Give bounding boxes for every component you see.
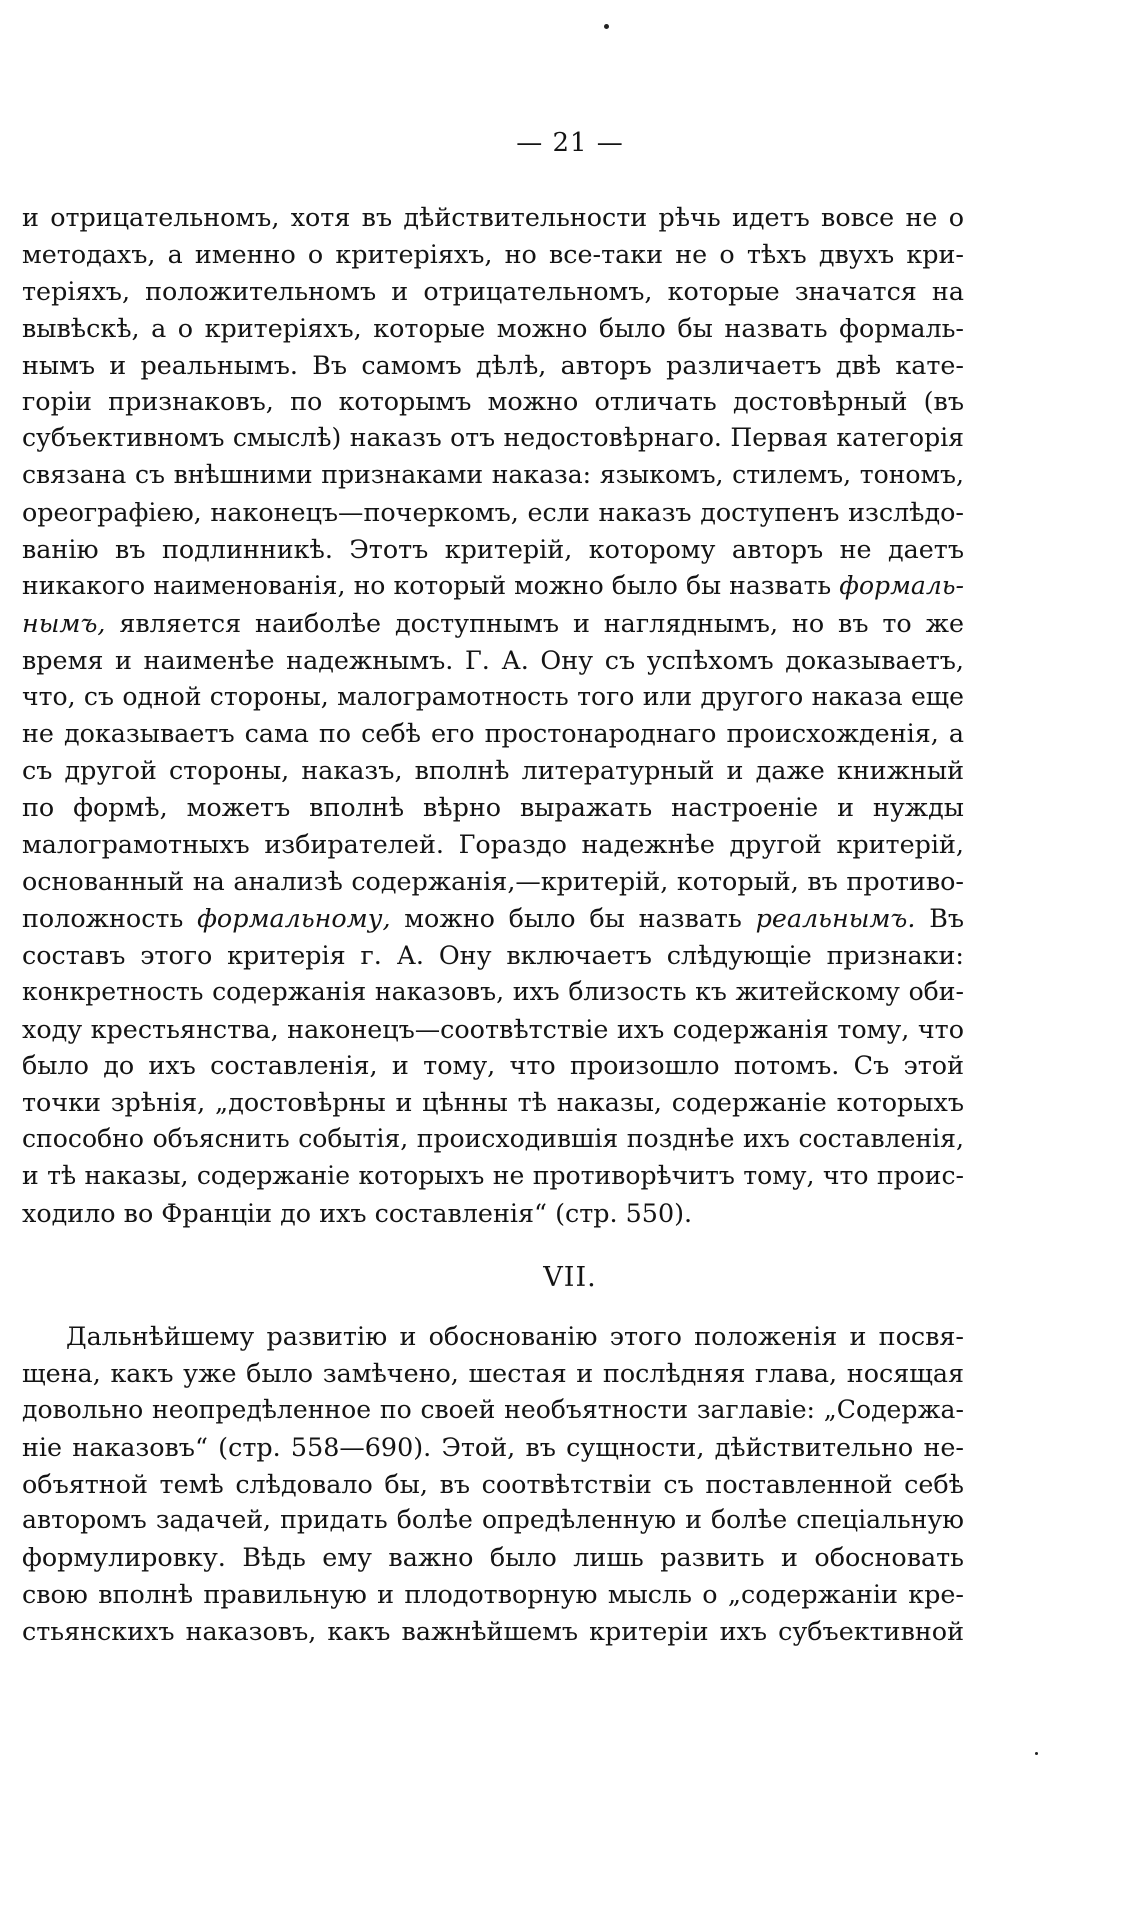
text-line: ніе наказовъ“ (стр. 558—690). Этой, въ сущности, дѣйствительно не- xyxy=(22,1431,964,1462)
text-line: субъективномъ смыслѣ) наказъ отъ недостовѣрнаго. Первая категорія xyxy=(22,423,964,453)
text-run: является наиболѣе доступнымъ и нагляднымъ, но въ то же xyxy=(119,607,964,638)
text-line: теріяхъ, положительномъ и отрицательномъ, которые значатся на xyxy=(22,275,964,306)
text-line: авторомъ задачей, придать болѣе опредѣленную и болѣе спеціальную xyxy=(22,1505,964,1535)
text-line: вывѣскѣ, а о критеріяхъ, которые можно было бы назвать формаль- xyxy=(22,312,964,343)
text-line: ореографіею, наконецъ—почеркомъ, если наказъ доступенъ изслѣдо- xyxy=(22,497,964,528)
text-line: объятной темѣ слѣдовало бы, въ соотвѣтствіи съ поставленной себѣ xyxy=(22,1468,964,1499)
text-line: нымъ и реальнымъ. Въ самомъ дѣлѣ, авторъ различаетъ двѣ кате- xyxy=(22,349,964,380)
text-line: по формѣ, можетъ вполнѣ вѣрно выражать настроеніе и нужды xyxy=(22,792,964,823)
italic-term: реальнымъ. xyxy=(755,902,916,933)
text-run: никакого наименованія, но который можно было бы назвать xyxy=(22,570,832,600)
text-line: методахъ, а именно о критеріяхъ, но все-таки не о тѣхъ двухъ кри- xyxy=(22,238,964,269)
text-line: время и наименѣе надежнымъ. Г. А. Ону съ успѣхомъ доказываетъ, xyxy=(22,644,964,675)
text-line xyxy=(22,568,964,605)
text-line: не доказываетъ сама по себѣ его простонароднаго происхожденія, а xyxy=(22,718,964,749)
italic-term: формальному, xyxy=(197,902,391,933)
text-line: было до ихъ составленія, и тому, что произошло потомъ. Съ этой xyxy=(22,1050,964,1081)
text-line: Дальнѣйшему развитію и обоснованію этого положенія и посвя- xyxy=(66,1321,964,1351)
text-line: горіи признаковъ, по которымъ можно отличать достовѣрный (въ xyxy=(22,386,964,417)
italic-term: нымъ, xyxy=(22,607,106,638)
text-line xyxy=(22,605,964,642)
text-line: и отрицательномъ, хотя въ дѣйствительности рѣчь идетъ вовсе не о xyxy=(22,202,964,232)
italic-term: формаль- xyxy=(839,570,964,600)
text-run: Въ xyxy=(929,902,965,933)
scan-speck xyxy=(604,24,609,29)
text-line: довольно неопредѣленное по своей необъятности заглавіе: „Содержа- xyxy=(22,1394,964,1424)
text-line: составъ этого критерія г. А. Ону включаетъ слѣдующіе признаки: xyxy=(22,939,964,970)
text-line: точки зрѣнія, „достовѣрны и цѣнны тѣ наказы, содержаніе которыхъ xyxy=(22,1087,964,1118)
text-line: свою вполнѣ правильную и плодотворную мысль о „содержаніи кре- xyxy=(22,1579,964,1610)
text-line xyxy=(22,900,964,937)
text-line: ходило во Франціи до ихъ составленія“ (стр. 550). xyxy=(22,1198,693,1229)
text-line: конкретность содержанія наказовъ, ихъ близость къ житейскому оби- xyxy=(22,976,964,1006)
text-line: малограмотныхъ избирателей. Гораздо надежнѣе другой критерій, xyxy=(22,829,964,860)
page-number: — 21 — xyxy=(516,128,624,158)
section-heading: VII. xyxy=(543,1262,597,1293)
text-line: способно объяснить событія, происходившія позднѣе ихъ составленія, xyxy=(22,1124,964,1154)
scan-speck xyxy=(1035,1752,1038,1755)
text-run: можно было бы назвать xyxy=(404,902,742,933)
paragraph-continuation xyxy=(22,199,964,1232)
text-line: связана съ внѣшними признаками наказа: языкомъ, стилемъ, тономъ, xyxy=(22,460,964,490)
text-line: стьянскихъ наказовъ, какъ важнѣйшемъ критеріи ихъ субъективной xyxy=(22,1616,964,1647)
text-line: основанный на анализѣ содержанія,—критерій, который, въ противо- xyxy=(22,866,964,897)
text-line: что, съ одной стороны, малограмотность того или другого наказа еще xyxy=(22,681,964,711)
text-line: ванію въ подлинникѣ. Этотъ критерій, которому авторъ не даетъ xyxy=(22,534,964,565)
text-line: и тѣ наказы, содержаніе которыхъ не противорѣчитъ тому, что проис- xyxy=(22,1161,964,1191)
paragraph-section-7 xyxy=(22,1318,964,1650)
text-line: щена, какъ уже было замѣчено, шестая и послѣдняя глава, носящая xyxy=(22,1357,964,1388)
text-line: ходу крестьянства, наконецъ—соотвѣтствіе ихъ содержанія тому, что xyxy=(22,1013,964,1044)
text-line: съ другой стороны, наказъ, вполнѣ литературный и даже книжный xyxy=(22,755,964,786)
text-line: формулировку. Вѣдь ему важно было лишь развить и обосновать xyxy=(22,1542,964,1573)
text-run: положность xyxy=(22,902,184,933)
